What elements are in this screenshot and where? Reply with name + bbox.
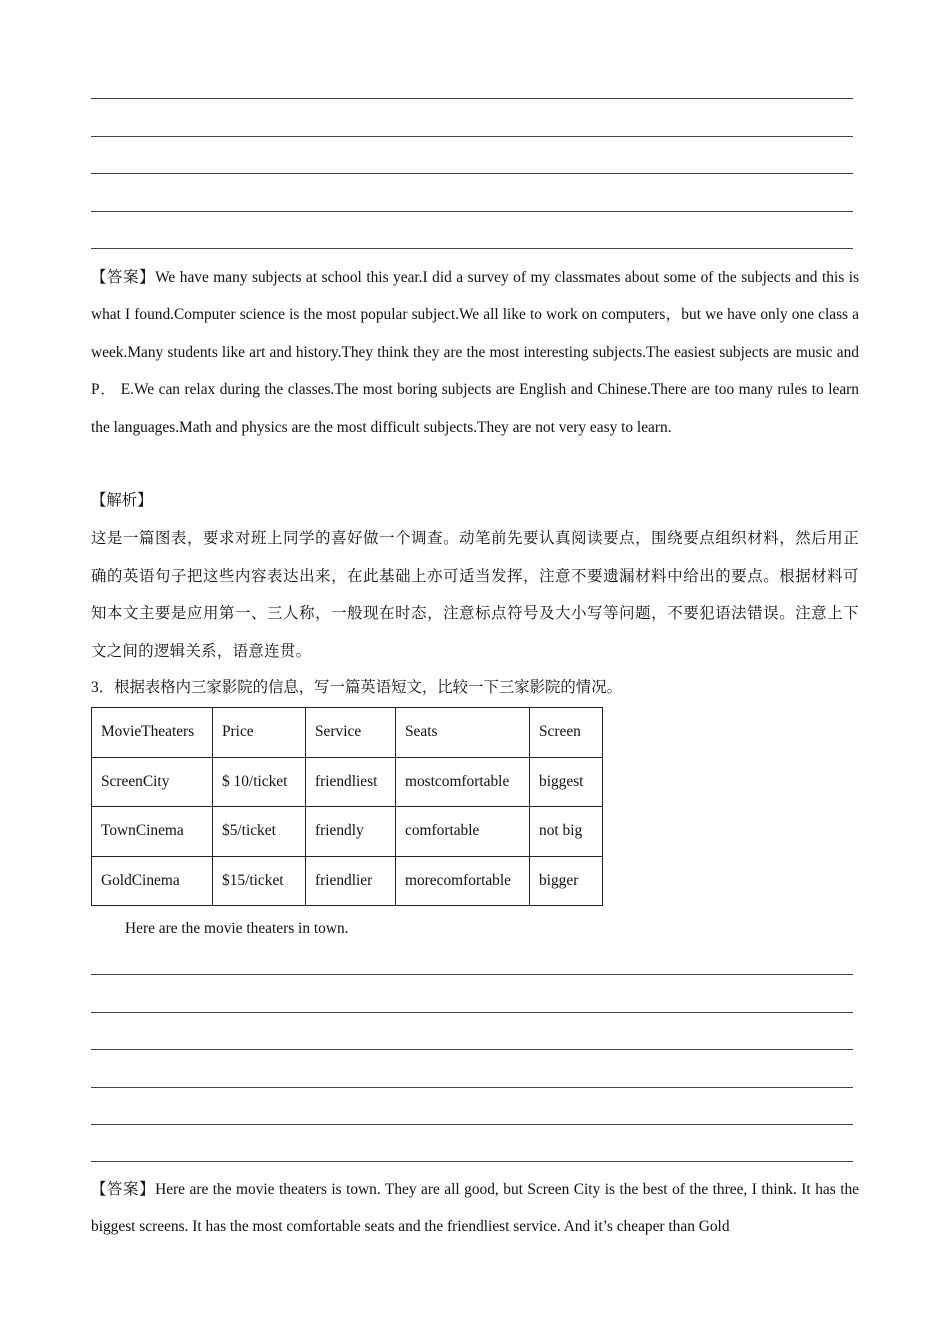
table-cell: friendlier xyxy=(306,856,396,906)
table-cell: GoldCinema xyxy=(92,856,213,906)
writing-line xyxy=(91,1012,853,1013)
table-row xyxy=(92,856,603,906)
analysis-text: 这是一篇图表，要求对班上同学的喜好做一个调查。动笔前先要认真阅读要点，围绕要点组织材料，然后用正确的英语句子把这些内容表达出来，在此基础上亦可适当发挥，注意不要遗漏材料中给出的要点。根据材料可知本文主要是应用第一、三人称，一般现在时态，注意标点符号及大小写等问题，不要犯语法错误。注意上下文之间的逻辑关系，语意连贯。 xyxy=(91,530,859,660)
answer-text: We have many subjects at school this year.I did a survey of my classmates about some of the subjects and this is what I found.Computer science is the most popular subject.We all like to work on computers，but we have only one class a week.Many students like art and history.They think they are the most interesting subjects.The easiest subjects are music and P． E.We can relax during the classes.The most boring subjects are English and Chinese.There are too many rules to learn the languages.Math and physics are the most difficult subjects.They are not very easy to learn. xyxy=(91,269,859,436)
table-cell: morecomfortable xyxy=(396,856,530,906)
answer-label: 【答案】 xyxy=(91,1181,156,1198)
writing-line xyxy=(91,1049,853,1050)
writing-line xyxy=(91,1124,853,1125)
table-cell: ScreenCity xyxy=(92,757,213,807)
writing-line xyxy=(91,1161,853,1162)
table-row xyxy=(92,807,603,857)
writing-line xyxy=(91,211,853,212)
table-header-row xyxy=(92,708,603,758)
answer-text: Here are the movie theaters is town. They are all good, but Screen City is the best of the three, I think. It has the biggest screens. It has the most comfortable seats and the friendliest service. And it’s cheaper than Gold xyxy=(91,1181,859,1236)
table-cell: friendliest xyxy=(306,757,396,807)
writing-line xyxy=(91,173,853,174)
question-3-prompt: 3．根据表格内三家影院的信息，写一篇英语短文，比较一下三家影院的情况。 xyxy=(91,679,622,696)
table-header-cell: Service xyxy=(306,708,396,758)
table-cell: mostcomfortable xyxy=(396,757,530,807)
table-cell: friendly xyxy=(306,807,396,857)
table-cell: $15/ticket xyxy=(213,856,306,906)
answer-label: 【答案】 xyxy=(91,269,156,286)
table-header-cell: Screen xyxy=(530,708,603,758)
table-cell: $5/ticket xyxy=(213,807,306,857)
analysis-label: 【解析】 xyxy=(91,492,153,509)
writing-line xyxy=(91,136,853,137)
table-cell: comfortable xyxy=(396,807,530,857)
table-cell: bigger xyxy=(530,856,603,906)
table-header-cell: Price xyxy=(213,708,306,758)
table-header-cell: MovieTheaters xyxy=(92,708,213,758)
answer-paragraph-3 xyxy=(91,1171,859,1246)
table-row xyxy=(92,757,603,807)
table-cell: TownCinema xyxy=(92,807,213,857)
table-cell: $ 10/ticket xyxy=(213,757,306,807)
table-cell: not big xyxy=(530,807,603,857)
writing-line xyxy=(91,974,853,975)
table-cell: biggest xyxy=(530,757,603,807)
writing-line xyxy=(91,248,853,249)
writing-line xyxy=(91,98,853,99)
table-header-cell: Seats xyxy=(396,708,530,758)
movie-theaters-table xyxy=(91,707,603,906)
answer-paragraph-1 xyxy=(91,259,859,446)
writing-line xyxy=(91,1087,853,1088)
writing-starter: Here are the movie theaters in town. xyxy=(125,920,349,937)
document-page xyxy=(91,0,859,1344)
